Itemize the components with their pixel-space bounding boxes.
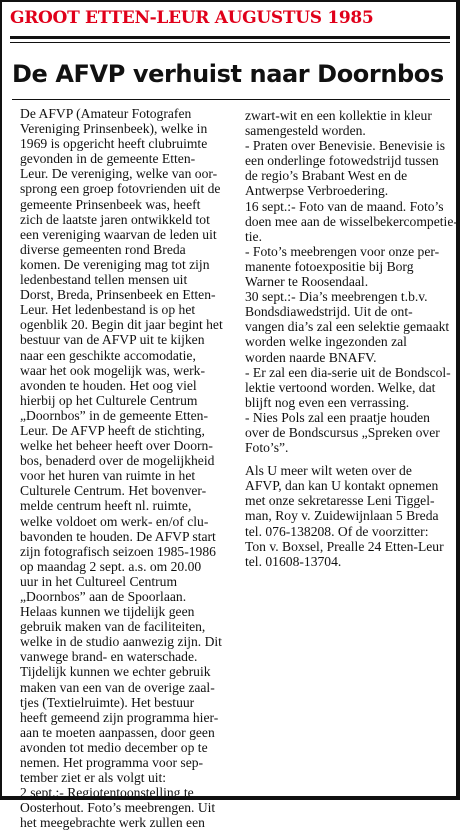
text-line: welke in de studio aanwezig zijn. Dit xyxy=(20,634,222,650)
masthead-rule xyxy=(10,36,450,39)
text-line: sprong een groep fotovrienden uit de xyxy=(20,181,221,197)
text-line: Ton v. Boxsel, Prealle 24 Etten-Leur xyxy=(245,538,444,554)
text-line: tel. 076-138208. Of de voorzitter: xyxy=(245,523,429,539)
text-line: melde centrum heeft nl. ruimte, xyxy=(20,498,192,514)
text-line: manente fotoexpositie bij Borg xyxy=(245,258,414,274)
text-line: komen. De vereniging mag tot zijn xyxy=(20,256,210,272)
text-line: ledenbestand tellen mensen uit xyxy=(20,272,188,288)
text-line: Dorst, Breda, Prinsenbeek en Etten- xyxy=(20,287,216,303)
text-line: Oosterhout. Foto’s meebrengen. Uit xyxy=(20,800,216,816)
text-line: Vereniging Prinsenbeek), welke in xyxy=(20,121,208,137)
text-line: Bondsdiawedstrijd. Uit de ont- xyxy=(245,304,413,320)
text-line: avonden tot medio december op te xyxy=(20,739,208,755)
text-line: bavonden te houden. De AFVP start xyxy=(20,528,216,544)
text-line: Leur. De AFVP heeft de stichting, xyxy=(20,422,205,438)
text-line: vanwege brand- en waterschade. xyxy=(20,649,198,665)
text-line: Antwerpse Verbroedering. xyxy=(245,183,389,199)
text-line: samengesteld worden. xyxy=(245,123,366,139)
text-line: - Nies Pols zal een praatje houden xyxy=(245,409,430,425)
text-line: - Praten over Benevisie. Benevisie is xyxy=(245,138,446,154)
text-line: Leur. De vereniging, welke van oor- xyxy=(20,166,218,182)
text-line: met onze sekretaresse Leni Tiggel- xyxy=(245,493,435,509)
text-line: „Doornbos” aan de Spoorlaan. xyxy=(20,589,187,604)
text-line: welke voldoet om werk- en/of clu- xyxy=(20,513,209,529)
text-line: Leur. Het ledenbestand is op het xyxy=(20,302,196,318)
text-line: uur in het Cultureel Centrum xyxy=(20,573,178,589)
text-line: „Doornbos” in de gemeente Etten- xyxy=(20,407,208,423)
text-line: nemen. Het programma voor sep- xyxy=(20,755,204,771)
text-line: 2 sept.:- Regiotentoonstelling te xyxy=(20,785,194,801)
text-line: hierbij op het Culturele Centrum xyxy=(20,392,198,408)
text-line: waar het ook mogelijk was, werk- xyxy=(20,362,205,378)
article-headline: De AFVP verhuist naar Doornbos xyxy=(12,60,444,88)
text-line: 1969 is opgericht heeft clubruimte xyxy=(20,136,208,152)
text-line: ogenblik 20. Begin dit jaar begint het xyxy=(20,317,223,333)
text-line: avonden te houden. Het oog viel xyxy=(20,377,197,393)
text-line: bestuur van de AFVP uit te kijken xyxy=(20,332,205,348)
text-line: tel. 01608-13704. xyxy=(245,553,342,569)
text-line: - Er zal een dia-serie uit de Bondscol- xyxy=(245,364,451,380)
text-line: worden welke ingezonden zal xyxy=(245,334,407,350)
text-line: maken van een van de overige zaal- xyxy=(20,679,215,695)
text-line: doen mee aan de wisselbekercompetie- xyxy=(245,213,458,229)
text-line: voor het huren van ruimte in het xyxy=(20,468,196,484)
text-line: worden naarde BNAFV. xyxy=(245,349,377,365)
article-column-left xyxy=(20,106,230,831)
text-line: op maandag 2 sept. a.s. om 20.00 xyxy=(20,558,202,574)
text-line: Foto’s”. xyxy=(245,440,289,456)
text-line: over de Bondscursus „Spreken over xyxy=(245,424,440,440)
text-line: 30 sept.:- Dia’s meebrengen t.b.v. xyxy=(245,289,428,305)
text-line: een onderlinge fotowedstrijd tussen xyxy=(245,153,439,169)
text-line: Tijdelijk kunnen we echter gebruik xyxy=(20,664,211,680)
article-column-right xyxy=(245,108,458,569)
text-line: zwart-wit en een kollektie in kleur xyxy=(245,108,432,123)
text-line: zich de laatste jaren ontwikkeld tot xyxy=(20,211,210,227)
text-line: Als U meer wilt weten over de xyxy=(245,463,412,479)
text-line: heeft gemeend zijn programma hier- xyxy=(20,709,219,725)
headline-rule xyxy=(12,99,450,100)
text-line: gevonden in de gemeente Etten- xyxy=(20,151,196,167)
text-line: Warner te Roosendaal. xyxy=(245,274,369,290)
text-line: het meegebrachte werk zullen een xyxy=(20,815,205,831)
text-line: man, Roy v. Zuidewijnlaan 5 Breda xyxy=(245,508,439,524)
text-line: De AFVP (Amateur Fotografen xyxy=(20,106,192,121)
masthead-rule-thin xyxy=(10,42,450,43)
text-line: - Foto’s meebrengen voor onze per- xyxy=(245,243,440,259)
text-line: blijft nog even een verrassing. xyxy=(245,394,410,410)
text-line: lektie vertoond worden. Welke, dat xyxy=(245,379,436,395)
text-line: gemeente Prinsenbeek was, heeft xyxy=(20,196,201,212)
text-line: aan te moeten aanpassen, door geen xyxy=(20,724,215,740)
newspaper-masthead: GROOT ETTEN-LEUR AUGUSTUS 1985 xyxy=(10,8,374,28)
text-line: Helaas kunnen we tijdelijk geen xyxy=(20,604,195,620)
text-line: de regio’s Brabant West en de xyxy=(245,168,408,184)
text-line: bos, benaderd over de mogelijkheid xyxy=(20,453,215,469)
text-line: diverse gemeenten rond Breda xyxy=(20,241,186,257)
text-line: AFVP, dan kan U kontakt opnemen xyxy=(245,478,439,494)
text-line: gebruik maken van de faciliteiten, xyxy=(20,619,206,635)
text-line: tie. xyxy=(245,228,262,244)
text-line: tjes (Textielruimte). Het bestuur xyxy=(20,694,195,710)
text-line xyxy=(245,455,455,463)
text-line: vangen dia’s zal een selektie gemaakt xyxy=(245,319,450,335)
text-line: zijn fotografisch seizoen 1985-1986 xyxy=(20,543,216,559)
text-line: een vereniging waarvan de leden uit xyxy=(20,226,217,242)
text-line: 16 sept.:- Foto van de maand. Foto’s xyxy=(245,198,444,214)
text-line: Culturele Centrum. Het bovenver- xyxy=(20,483,207,499)
text-line: tember ziet er als volgt uit: xyxy=(20,770,167,786)
text-line: welke het beheer heeft over Doorn- xyxy=(20,438,213,454)
text-line: naar een geschikte accomodatie, xyxy=(20,347,196,363)
